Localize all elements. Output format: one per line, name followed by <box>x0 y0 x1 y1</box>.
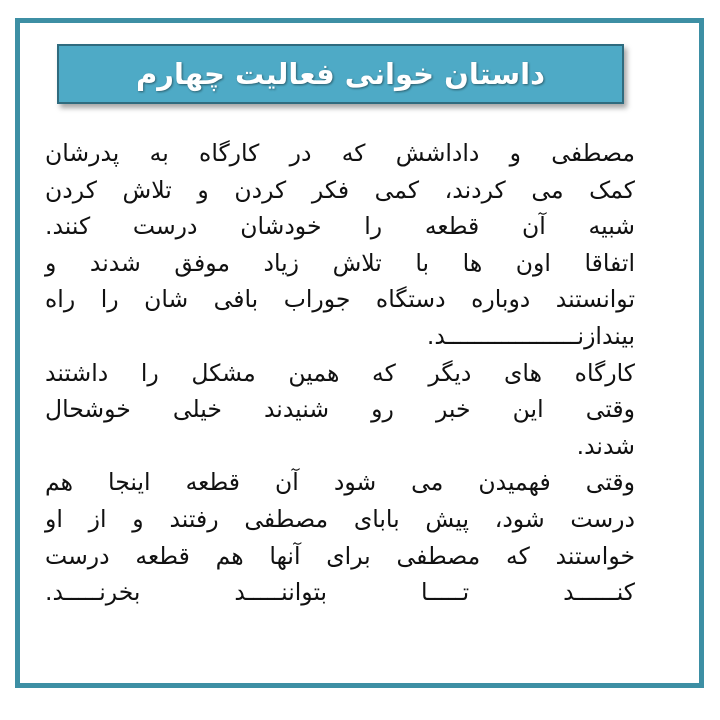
story-line: مصطفی و داداشش که در کارگاه به پدرشان <box>45 139 635 167</box>
story-line: اتفاقا اون ها با تلاش زیاد موفق شدند و <box>45 248 635 277</box>
title-banner <box>57 44 624 104</box>
story-line: کنــــــد تـــــا بتواننـــــد بخرنـــــد. <box>45 578 635 607</box>
story-text <box>45 135 635 611</box>
story-line: وقتی فهمیدن می شود آن قطعه اینجا هم <box>45 468 635 497</box>
story-line: درست شود، پیش بابای مصطفی رفتند و از او <box>45 504 635 533</box>
story-line: خواستند که مصطفی برای آنها هم قطعه درست <box>45 541 635 570</box>
story-line: شدند. <box>576 431 635 460</box>
story-line: کمک می کردند، کمی فکر کردن و تلاش کردن <box>45 175 635 204</box>
story-line: شبیه آن قطعه را خودشان درست کنند. <box>45 212 635 241</box>
story-line: توانستند دوباره دستگاه جوراب بافی شان را راه <box>45 285 635 314</box>
story-line: کارگاه های دیگر که همین مشکل را داشتند <box>45 358 635 387</box>
story-line: وقتی این خبر رو شنیدند خیلی خوشحال <box>45 395 635 424</box>
page-title: داستان خوانی فعالیت چهارم <box>136 57 545 91</box>
story-line: بیندازنـــــــــــــــــــد. <box>426 321 635 350</box>
